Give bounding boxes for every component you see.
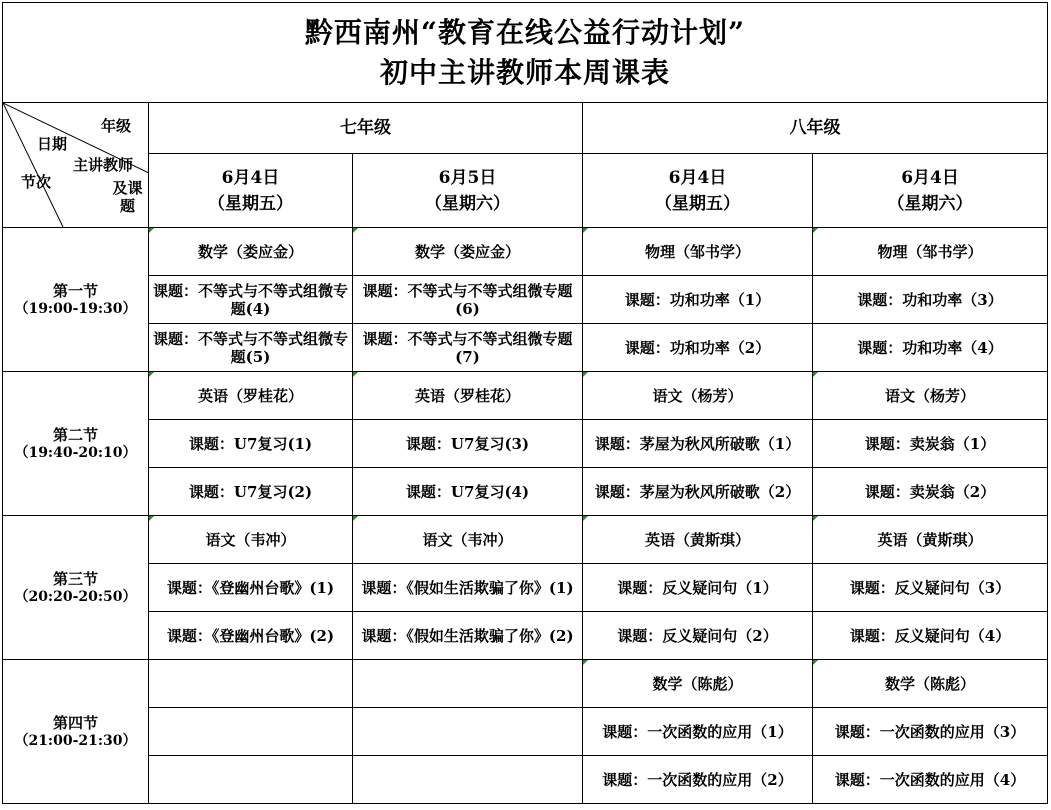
cell-text: 课题：功和功率（3） (857, 290, 1003, 309)
cell-text: 课题：《假如生活欺骗了你》(1) (361, 578, 574, 597)
cell-comment-marker (353, 516, 358, 521)
corner-period-label: 节次 (21, 173, 52, 191)
cell-text: 物理（邹书学） (644, 242, 750, 261)
period-4-row-1 (3, 660, 1048, 708)
period-name: 第一节 (52, 281, 98, 300)
period-label-cell (3, 516, 149, 660)
subject-teacher-cell (353, 372, 583, 420)
lesson-topic-cell (813, 276, 1048, 324)
lesson-topic-cell (149, 708, 353, 756)
period-name: 第四节 (52, 713, 98, 732)
cell-text: 英语（黄斯琪） (644, 530, 750, 549)
lesson-topic-cell (353, 468, 583, 516)
subject-teacher-cell (149, 516, 353, 564)
period-name: 第二节 (52, 425, 98, 444)
cell-text: 课题：反义疑问句（3） (849, 578, 1011, 597)
cell-text: 语文（杨芳） (885, 386, 976, 405)
subject-teacher-cell (353, 228, 583, 276)
cell-comment-marker (813, 372, 818, 377)
cell-comment-marker (149, 516, 154, 521)
lesson-topic-cell (149, 612, 353, 660)
period-label-cell (3, 372, 149, 516)
weekday-text: （星期六） (887, 193, 973, 214)
lesson-topic-cell (813, 468, 1048, 516)
lesson-topic-cell (149, 420, 353, 468)
corner-grade-label: 年级 (101, 117, 132, 135)
date-text: 6月4日 (901, 167, 959, 188)
lesson-topic-cell (813, 612, 1048, 660)
cell-text: 数学（陈彪） (652, 674, 743, 693)
cell-text: 课题：《登幽州台歌》(2) (166, 626, 335, 645)
lesson-topic-cell (149, 324, 353, 372)
period-1-row-2 (3, 276, 1048, 324)
cell-text: 课题：不等式与不等式组微专题(5) (152, 329, 348, 366)
subject-teacher-cell (583, 660, 813, 708)
period-4-row-3 (3, 756, 1048, 804)
cell-text: 语文（杨芳） (652, 386, 743, 405)
cell-comment-marker (353, 228, 358, 233)
period-3-row-1 (3, 516, 1048, 564)
cell-text: 课题：U7复习(2) (188, 482, 313, 501)
subject-teacher-cell (583, 228, 813, 276)
cell-comment-marker (583, 516, 588, 521)
lesson-topic-cell (583, 276, 813, 324)
cell-text: 英语（黄斯琪） (877, 530, 983, 549)
subject-teacher-cell (353, 516, 583, 564)
cell-text: 课题：不等式与不等式组微专题(6) (362, 281, 573, 318)
cell-text: 课题：功和功率（2） (624, 338, 771, 357)
subject-teacher-cell (583, 516, 813, 564)
cell-comment-marker (149, 228, 154, 233)
subject-teacher-cell (149, 660, 353, 708)
date-header-2 (353, 154, 583, 228)
lesson-topic-cell (149, 564, 353, 612)
cell-text: 物理（邹书学） (877, 242, 983, 261)
cell-comment-marker (583, 660, 588, 665)
cell-text: 课题：反义疑问句（1） (617, 578, 778, 597)
subject-teacher-cell (813, 372, 1048, 420)
cell-text: 课题：反义疑问句（4） (849, 626, 1011, 645)
period-time: （20:20-20:50） (14, 588, 137, 605)
corner-header-cell (3, 103, 149, 228)
lesson-topic-cell (353, 324, 583, 372)
page-title (3, 3, 1048, 103)
period-2-row-1 (3, 372, 1048, 420)
lesson-topic-cell (353, 612, 583, 660)
cell-text: 英语（罗桂花） (197, 386, 303, 405)
period-time: （19:00-19:30） (14, 300, 137, 317)
cell-text: 英语（罗桂花） (414, 386, 520, 405)
period-3-row-3 (3, 612, 1048, 660)
period-time: （21:00-21:30） (14, 732, 137, 749)
lesson-topic-cell (353, 276, 583, 324)
lesson-topic-cell (583, 708, 813, 756)
subject-teacher-cell (813, 228, 1048, 276)
period-1-row-1 (3, 228, 1048, 276)
subject-teacher-cell (149, 372, 353, 420)
cell-comment-marker (353, 372, 358, 377)
period-label-cell (3, 660, 149, 804)
lesson-topic-cell (813, 324, 1048, 372)
cell-text: 数学（陈彪） (885, 674, 976, 693)
subject-teacher-cell (813, 516, 1048, 564)
lesson-topic-cell (813, 564, 1048, 612)
period-name: 第三节 (52, 569, 98, 588)
cell-text: 数学（娄应金） (414, 242, 520, 261)
cell-text: 数学（娄应金） (197, 242, 303, 261)
cell-text: 课题：一次函数的应用（3） (834, 722, 1026, 741)
cell-text: 课题：反义疑问句（2） (617, 626, 778, 645)
corner-teacher-label-1: 主讲教师 (73, 156, 134, 174)
cell-comment-marker (149, 372, 154, 377)
cell-text: 课题：不等式与不等式组微专题(7) (362, 329, 573, 366)
cell-text: 课题：U7复习(4) (405, 482, 530, 501)
period-label-cell (3, 228, 149, 372)
date-text: 6月4日 (668, 167, 727, 188)
title-line-2: 初中主讲教师本周课表 (380, 55, 671, 89)
cell-text: 课题：一次函数的应用（1） (602, 722, 793, 741)
date-header-4 (813, 154, 1048, 228)
cell-text: 课题：《登幽州台歌》(1) (166, 578, 335, 597)
cell-text: 课题：功和功率（4） (857, 338, 1003, 357)
subject-teacher-cell (149, 228, 353, 276)
lesson-topic-cell (813, 756, 1048, 804)
lesson-topic-cell (353, 564, 583, 612)
weekday-text: （星期五） (208, 193, 293, 214)
period-1-row-3 (3, 324, 1048, 372)
date-header-1 (149, 154, 353, 228)
period-4-row-2 (3, 708, 1048, 756)
date-text: 6月5日 (438, 167, 497, 188)
cell-text: 课题：功和功率（1） (624, 290, 771, 309)
lesson-topic-cell (583, 420, 813, 468)
cell-text: 语文（韦冲） (205, 530, 296, 549)
lesson-topic-cell (583, 324, 813, 372)
cell-text: 课题：茅屋为秋风所破歌（1） (594, 434, 801, 453)
cell-comment-marker (813, 660, 818, 665)
period-3-row-2 (3, 564, 1048, 612)
cell-text: 课题：《假如生活欺骗了你》(2) (361, 626, 574, 645)
weekday-text: （星期六） (425, 193, 510, 214)
lesson-topic-cell (353, 756, 583, 804)
subject-teacher-cell (353, 660, 583, 708)
cell-text: 课题：卖炭翁（1） (864, 434, 996, 453)
lesson-topic-cell (813, 420, 1048, 468)
cell-comment-marker (813, 516, 818, 521)
lesson-topic-cell (149, 276, 353, 324)
lesson-topic-cell (583, 564, 813, 612)
grade-header-8: 八年级 (583, 103, 1048, 154)
lesson-topic-cell (583, 468, 813, 516)
cell-text: 课题：一次函数的应用（2） (602, 770, 793, 789)
title-line-1: 黔西南州“教育在线公益行动计划” (304, 15, 746, 49)
lesson-topic-cell (813, 708, 1048, 756)
lesson-topic-cell (149, 756, 353, 804)
corner-teacher-label-2: 及课题 (112, 179, 143, 215)
cell-text: 课题：卖炭翁（2） (864, 482, 996, 501)
cell-text: 课题：茅屋为秋风所破歌（2） (594, 482, 801, 501)
cell-text: 课题：U7复习(1) (188, 434, 313, 453)
lesson-topic-cell (149, 468, 353, 516)
subject-teacher-cell (583, 372, 813, 420)
date-text: 6月4日 (221, 167, 280, 188)
lesson-topic-cell (583, 756, 813, 804)
grade-header-7: 七年级 (149, 103, 583, 154)
lesson-topic-cell (353, 420, 583, 468)
cell-comment-marker (583, 228, 588, 233)
cell-comment-marker (583, 372, 588, 377)
schedule-table (2, 2, 1048, 804)
cell-text: 课题：U7复习(3) (405, 434, 530, 453)
cell-comment-marker (813, 228, 818, 233)
weekday-text: （星期五） (655, 193, 740, 214)
subject-teacher-cell (813, 660, 1048, 708)
cell-text: 课题：一次函数的应用（4） (834, 770, 1026, 789)
period-2-row-3 (3, 468, 1048, 516)
corner-date-label: 日期 (37, 135, 68, 153)
cell-text: 语文（韦冲） (422, 530, 513, 549)
lesson-topic-cell (353, 708, 583, 756)
cell-text: 课题：不等式与不等式组微专题(4) (152, 281, 348, 318)
period-2-row-2 (3, 420, 1048, 468)
lesson-topic-cell (583, 612, 813, 660)
period-time: （19:40-20:10） (14, 444, 137, 461)
date-header-3 (583, 154, 813, 228)
